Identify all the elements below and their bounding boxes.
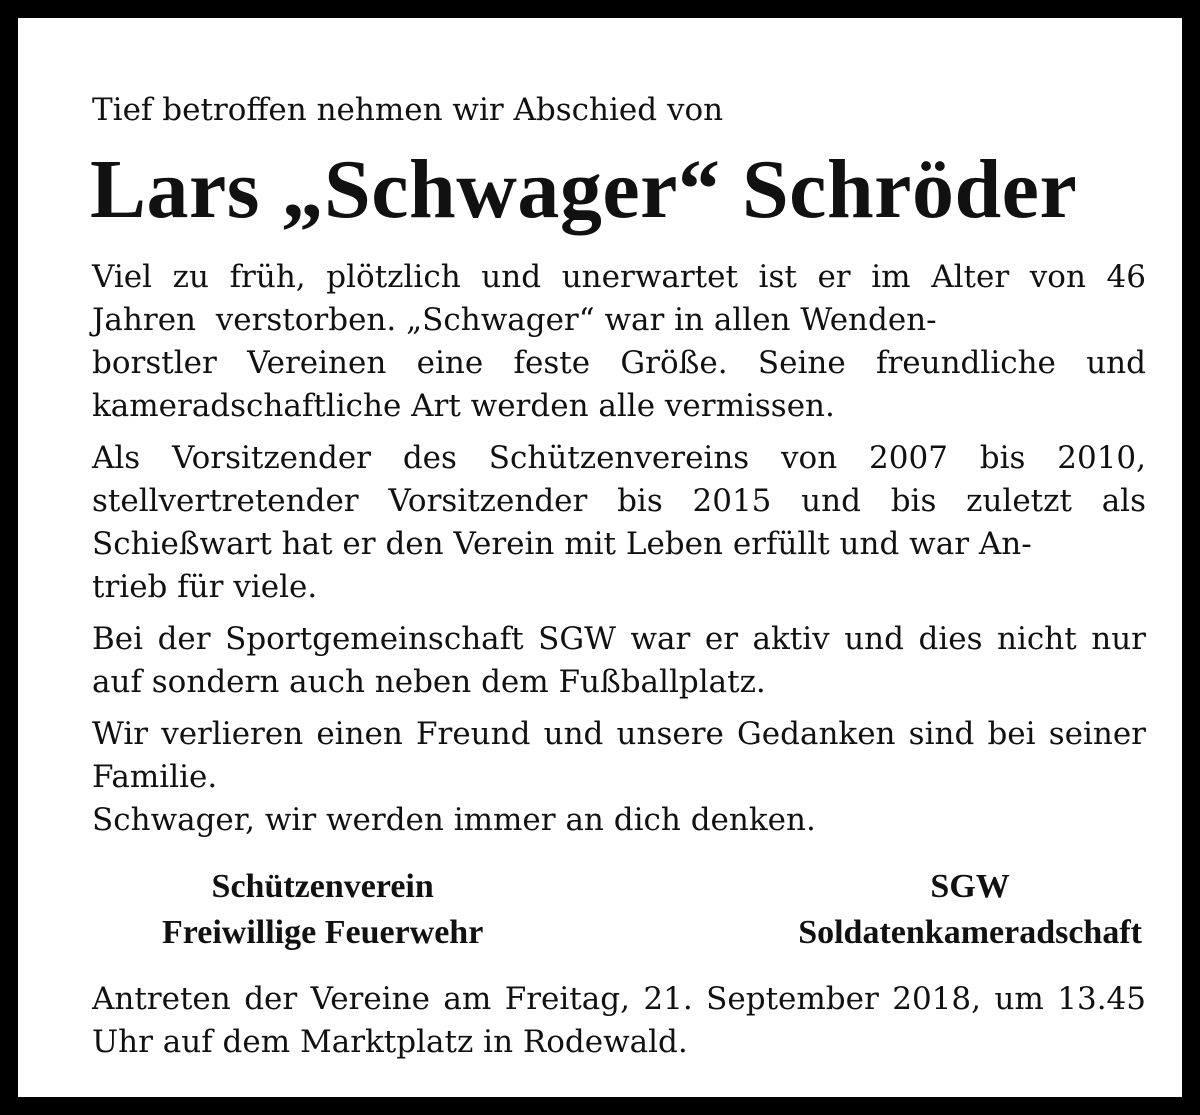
signature-sgw: SGW bbox=[930, 868, 1010, 905]
paragraph-farewell bbox=[92, 713, 1146, 842]
intro-line: Tief betroffen nehmen wir Abschied von bbox=[92, 92, 724, 128]
deceased-name: Lars „Schwager“ Schröder bbox=[90, 143, 1078, 236]
paragraph-death: Viel zu früh, plötzlich und unerwartet ist er im Alter von 46 Jahren verstorben. „Schwager“ war in allen Wenden- borstler Vereinen eine feste Größe. Seine freundliche und kameradschaftliche Art werden alle vermissen. bbox=[92, 259, 1146, 424]
signature-feuerwehr: Freiwillige Feuerwehr bbox=[162, 914, 484, 951]
farewell-text: Wir verlieren einen Freund und unsere Gedanken sind bei seiner Familie. bbox=[92, 716, 1146, 795]
paragraph-club-roles: Als Vorsitzender des Schützenvereins von 2007 bis 2010, stellvertretender Vorsitzender bis 2015 und bis zuletzt als Schießwart hat er den Verein mit Leben erfüllt und war An- trieb für viele. bbox=[92, 440, 1146, 605]
signature-right bbox=[798, 864, 1142, 956]
paragraph-event: Antreten der Vereine am Freitag, 21. September 2018, um 13.45 Uhr auf dem Marktplatz in Rodewald. bbox=[92, 981, 1146, 1060]
signature-schuetzenverein: Schützenverein bbox=[211, 868, 434, 905]
paragraph-sports: Bei der Sportgemeinschaft SGW war er aktiv und dies nicht nur auf sondern auch neben dem Fußballplatz. bbox=[92, 621, 1146, 700]
signature-soldatenkameradschaft: Soldatenkameradschaft bbox=[798, 914, 1142, 951]
signatures bbox=[92, 864, 1146, 956]
farewell-closing: Schwager, wir werden immer an dich denken. bbox=[92, 802, 816, 838]
signature-left bbox=[162, 864, 483, 956]
notice-content bbox=[92, 88, 1146, 1064]
